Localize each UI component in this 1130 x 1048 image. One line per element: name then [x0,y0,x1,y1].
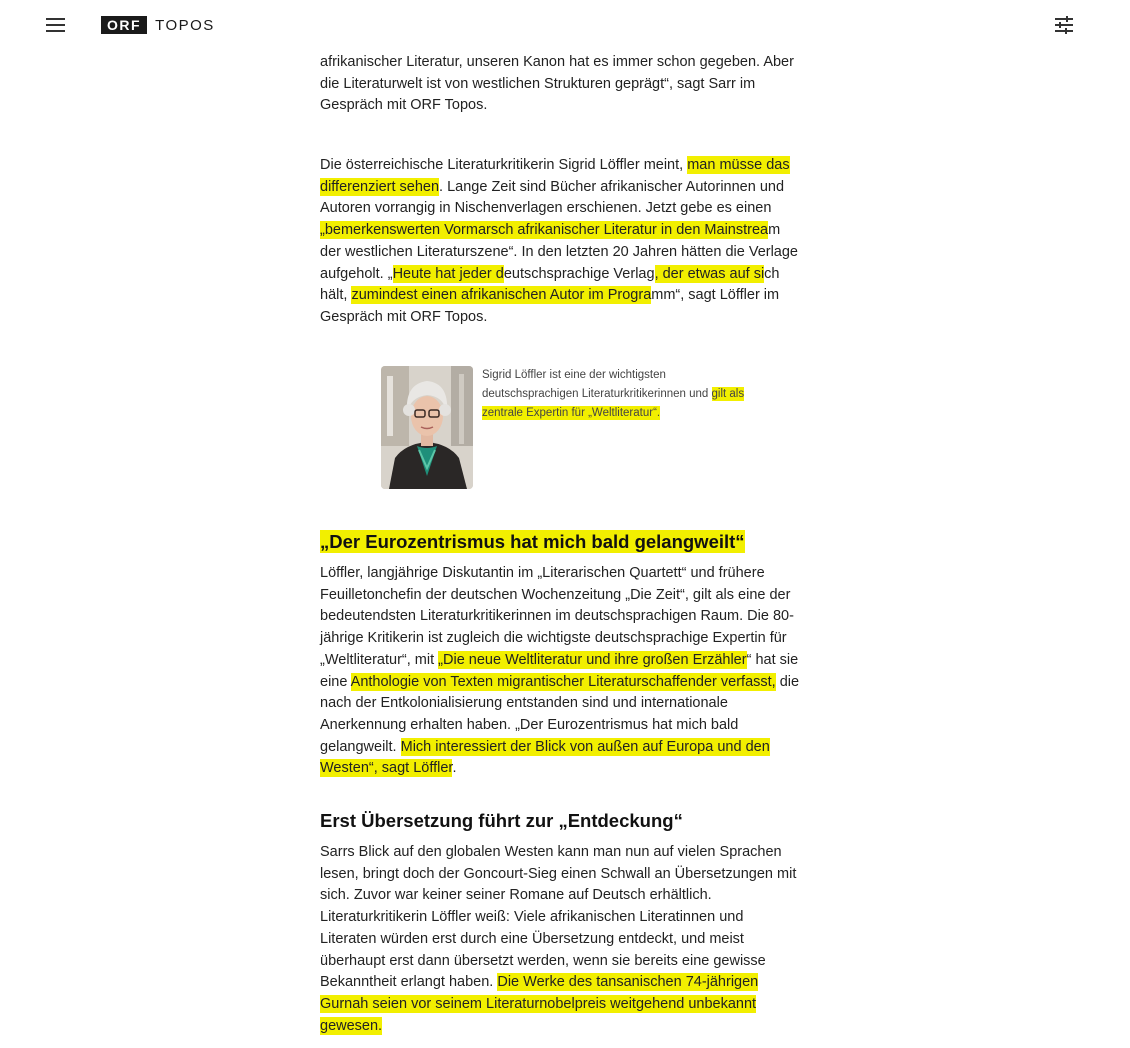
logo-orf-mark: ORF [101,16,147,34]
paragraph-text: ch hält, [320,265,780,304]
highlighted-text: Mich interessiert der Blick von außen auf Europa und den Westen“, sagt Löffler [320,738,770,777]
paragraph-text: Die österreichische Literaturkritikerin Sigrid Löffler meint, [320,157,688,173]
highlighted-text: „bemerkenswerten Vormarsch afrikanischer Literatur in den Mainstrea [320,222,769,239]
figure-caption [482,366,752,423]
paragraph-text: . Lange Zeit sind Bücher afrikanischer Autorinnen und Autoren vorrangig in Nischenverlagen erschienen. Jetzt gebe es einen [320,178,785,217]
hamburger-menu-icon[interactable] [44,14,68,36]
article-paragraph [320,842,800,1037]
paragraph-text: afrikanischer Literatur, unseren Kanon hat es immer schon gegeben. Aber [320,54,794,70]
paragraph-text: . [452,760,457,777]
logo-topos-label: TOPOS [155,16,215,34]
article-figure [381,366,801,490]
highlighted-text: gilt als zentrale Expertin für „Weltliteratur“. [482,388,745,419]
top-navigation-bar [0,0,1130,50]
paragraph-text: die Literaturwelt ist von westlichen Strukturen geprägt“, sagt Sarr im Gespräch mit ORF Topos. [320,75,756,114]
highlighted-text: zumindest einen afrikanischen Autor im Progra [351,287,652,304]
highlighted-text: man müsse das differenziert sehen [320,157,790,195]
paragraph-text: die nach der Entkolonialisierung entstanden sind und internationale Anerkennung erhalten haben. „Der Eurozentrismus hat mich bald gelangweilt. [320,673,800,755]
paragraph-text: eutschsprachige Verlag [503,265,655,282]
sigrid-loeffler-portrait-image[interactable] [381,366,473,489]
paragraph-text: Löffler, langjährige Diskutantin im „Literarischen Quartett“ und frühere Feuilletonchefin der deutschen Wochenzeitung „Die Zeit“, gilt als eine der bedeutendsten Literaturkritikerinnen im deutschsprachigen Raum. Die 80-jährige Kritikerin ist zugleich die wichtigste deutschsprachige Expertin für „Weltliteratur“, mit [320,565,794,668]
highlighted-text: Anthologie von Texten migrantischer Literaturschaffender verfasst, [350,673,776,690]
paragraph-text: “ hat sie eine [320,651,799,690]
sliders-settings-icon[interactable] [1054,15,1076,35]
highlighted-text: Heute hat jeder d [392,265,504,282]
orf-topos-logo[interactable] [101,16,215,34]
section-heading: Erst Übersetzung führt zur „Entdeckung“ [320,810,683,831]
article-paragraph [320,563,800,780]
highlighted-text: , der etwas auf si [654,265,765,282]
highlighted-text: „Die neue Weltliteratur und ihre großen Erzähler [438,651,747,668]
paragraph-text: m der westlichen Literaturszene“. In den letzten 20 Jahren hätten die Verlage aufgeholt. „ [320,222,798,282]
paragraph-text: Sarrs Blick auf den globalen Westen kann man nun auf vielen Sprachen lesen, bringt doch der Goncourt-Sieg einen Schwall an Übersetzungen mit sich. Zuvor war keiner seiner Romane auf Deutsch erhältlich. Literaturkritikerin Löffler weiß: Viele afrikanischen Literatinnen und Literaten würden erst durch eine Übersetzung entdeckt, und meist überhaupt erst dann übersetzt werden, wenn sie bereits eine gewisse Bekanntheit erlangt haben. [320,844,797,991]
article-paragraph [320,52,800,127]
section-heading [320,530,840,554]
highlighted-text: Die Werke des tansanischen 74-jährigen Gurnah seien vor seinem Literaturnobelpreis weitgehend unbekannt gewesen. [320,974,759,1034]
caption-text: Sigrid Löffler ist eine der wichtigsten deutschsprachigen Literaturkritikerinnen und [482,369,712,400]
paragraph-text: mm“, sagt Löffler im Gespräch mit ORF Topos. [320,287,780,325]
article-paragraph [320,155,800,329]
highlighted-text: „Der Eurozentrismus hat mich bald gelangweilt“ [320,531,745,552]
